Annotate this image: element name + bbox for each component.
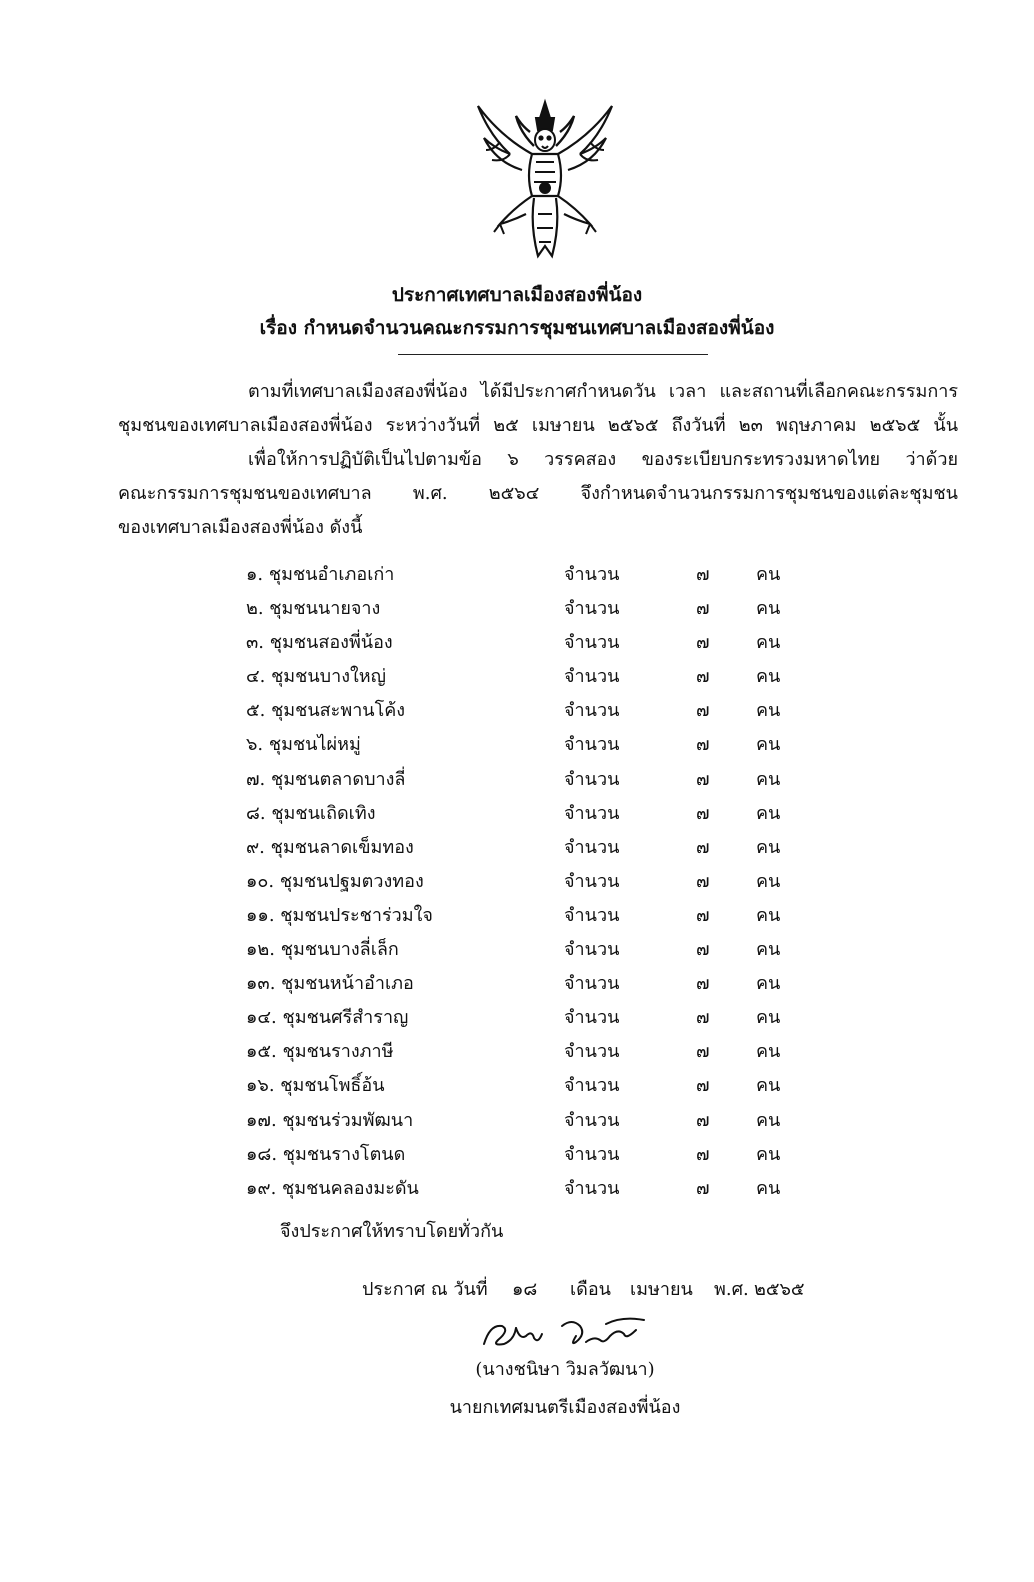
unit-label: คน <box>756 1075 781 1097</box>
unit-label: คน <box>756 700 781 722</box>
list-item <box>246 696 806 730</box>
unit-label: คน <box>756 734 781 756</box>
list-item <box>246 901 806 935</box>
qty-label: จำนวน <box>564 700 620 722</box>
list-item <box>246 1140 806 1174</box>
qty-value: ๗ <box>696 973 710 995</box>
unit-label: คน <box>756 632 781 654</box>
unit-label: คน <box>756 666 781 688</box>
qty-value: ๗ <box>696 768 710 790</box>
qty-label: จำนวน <box>564 1177 620 1199</box>
list-item <box>246 765 806 799</box>
unit-label: คน <box>756 973 781 995</box>
qty-label: จำนวน <box>564 973 620 995</box>
list-item <box>246 833 806 867</box>
list-item <box>246 628 806 662</box>
qty-value: ๗ <box>696 564 710 585</box>
list-item <box>246 730 806 764</box>
list-item <box>246 1003 806 1037</box>
signer-title: นายกเทศมนตรีเมืองสองพี่น้อง <box>449 1397 681 1418</box>
qty-label: จำนวน <box>564 939 620 961</box>
qty-label: จำนวน <box>564 768 620 790</box>
announcement-subject: เรื่อง กำหนดจำนวนคณะกรรมการชุมชนเทศบาลเมืองสองพี่น้อง <box>259 317 775 339</box>
list-item <box>246 867 806 901</box>
date-month: เมษายน <box>630 1279 693 1300</box>
community-name: ๑๐. ชุมชนปฐมตวงทอง <box>246 870 424 892</box>
qty-value: ๗ <box>696 904 710 926</box>
list-item <box>246 799 806 833</box>
date-day: ๑๘ <box>512 1279 538 1300</box>
qty-value: ๗ <box>696 870 710 892</box>
qty-label: จำนวน <box>564 1075 620 1097</box>
qty-value: ๗ <box>696 598 710 620</box>
list-item <box>246 1037 806 1071</box>
qty-value: ๗ <box>696 1007 710 1029</box>
qty-value: ๗ <box>696 1177 710 1199</box>
garuda-emblem-icon <box>470 96 620 266</box>
list-item <box>246 662 806 696</box>
qty-value: ๗ <box>696 632 710 654</box>
intro-line: คณะกรรมการชุมชนของเทศบาล พ.ศ. ๒๕๖๔ จึงกำหนดจำนวนกรรมการชุมชนของแต่ละชุมชน <box>118 483 958 504</box>
unit-label: คน <box>756 768 781 790</box>
qty-label: จำนวน <box>564 1143 620 1165</box>
unit-label: คน <box>756 870 781 892</box>
date-year-label: พ.ศ. <box>714 1279 749 1300</box>
qty-label: จำนวน <box>564 734 620 756</box>
unit-label: คน <box>756 1143 781 1165</box>
community-name: ๔. ชุมชนบางใหญ่ <box>246 666 386 688</box>
qty-value: ๗ <box>696 836 710 858</box>
qty-value: ๗ <box>696 1075 710 1097</box>
signer-name: (นางชนิษา วิมลวัฒนา) <box>475 1359 655 1380</box>
unit-label: คน <box>756 904 781 926</box>
community-name: ๑. ชุมชนอำเภอเก่า <box>246 564 395 585</box>
closing-statement: จึงประกาศให้ทราบโดยทั่วกัน <box>280 1221 504 1242</box>
intro-line: ชุมชนของเทศบาลเมืองสองพี่น้อง ระหว่างวันที่ ๒๕ เมษายน ๒๕๖๕ ถึงวันที่ ๒๓ พฤษภาคม ๒๕๖๕ นั้น <box>118 415 958 436</box>
intro-paragraph <box>118 375 958 545</box>
unit-label: คน <box>756 564 781 585</box>
list-item <box>246 1106 806 1140</box>
community-name: ๑๒. ชุมชนบางลี่เล็ก <box>246 939 399 961</box>
qty-label: จำนวน <box>564 632 620 654</box>
list-item <box>246 935 806 969</box>
community-name: ๑๗. ชุมชนร่วมพัฒนา <box>246 1109 414 1131</box>
qty-value: ๗ <box>696 802 710 824</box>
qty-label: จำนวน <box>564 904 620 926</box>
qty-value: ๗ <box>696 700 710 722</box>
unit-label: คน <box>756 1177 781 1199</box>
qty-label: จำนวน <box>564 836 620 858</box>
unit-label: คน <box>756 939 781 961</box>
list-item <box>246 594 806 628</box>
qty-label: จำนวน <box>564 870 620 892</box>
community-name: ๕. ชุมชนสะพานโค้ง <box>246 700 406 722</box>
qty-label: จำนวน <box>564 564 620 585</box>
community-name: ๑๕. ชุมชนรางภาษี <box>246 1041 394 1063</box>
unit-label: คน <box>756 1007 781 1029</box>
community-name: ๒. ชุมชนนายจาง <box>246 598 381 620</box>
title-divider <box>398 354 708 355</box>
community-name: ๗. ชุมชนตลาดบางลี่ <box>246 768 406 790</box>
qty-value: ๗ <box>696 666 710 688</box>
list-item <box>246 969 806 1003</box>
announcement-title: ประกาศเทศบาลเมืองสองพี่น้อง <box>391 284 643 306</box>
community-name: ๙. ชุมชนลาดเข็มทอง <box>246 836 414 858</box>
qty-value: ๗ <box>696 939 710 961</box>
community-name: ๑๑. ชุมชนประชาร่วมใจ <box>246 904 433 926</box>
qty-label: จำนวน <box>564 1041 620 1063</box>
date-month-label: เดือน <box>570 1279 611 1300</box>
date-prefix: ประกาศ ณ วันที่ <box>362 1279 488 1300</box>
list-item <box>246 1071 806 1105</box>
intro-line: ของเทศบาลเมืองสองพี่น้อง ดังนี้ <box>118 517 363 538</box>
community-name: ๑๓. ชุมชนหน้าอำเภอ <box>246 973 414 995</box>
qty-value: ๗ <box>696 734 710 756</box>
unit-label: คน <box>756 836 781 858</box>
qty-label: จำนวน <box>564 1109 620 1131</box>
unit-label: คน <box>756 802 781 824</box>
community-name: ๖. ชุมชนไผ่หมู่ <box>246 734 361 756</box>
community-name: ๑๘. ชุมชนรางโตนด <box>246 1143 406 1165</box>
qty-label: จำนวน <box>564 666 620 688</box>
unit-label: คน <box>756 1041 781 1063</box>
qty-label: จำนวน <box>564 1007 620 1029</box>
community-name: ๑๔. ชุมชนศรีสำราญ <box>246 1007 409 1029</box>
community-name: ๑๖. ชุมชนโพธิ์อ้น <box>246 1075 385 1097</box>
community-name: ๑๙. ชุมชนคลองมะดัน <box>246 1177 419 1199</box>
qty-value: ๗ <box>696 1041 710 1063</box>
list-item <box>246 560 806 594</box>
qty-value: ๗ <box>696 1109 710 1131</box>
community-name: ๓. ชุมชนสองพี่น้อง <box>246 632 393 654</box>
unit-label: คน <box>756 1109 781 1131</box>
community-list <box>246 560 806 1208</box>
intro-line: เพื่อให้การปฏิบัติเป็นไปตามข้อ ๖ วรรคสอง ของระเบียบกระทรวงมหาดไทย ว่าด้วย <box>248 449 958 470</box>
handwritten-signature-icon <box>476 1306 656 1356</box>
qty-label: จำนวน <box>564 802 620 824</box>
community-name: ๘. ชุมชนเถิดเทิง <box>246 802 376 824</box>
unit-label: คน <box>756 598 781 620</box>
qty-label: จำนวน <box>564 598 620 620</box>
date-year: ๒๕๖๕ <box>754 1279 805 1300</box>
intro-line: ตามที่เทศบาลเมืองสองพี่น้อง ได้มีประกาศกำหนดวัน เวลา และสถานที่เลือกคณะกรรมการ <box>248 381 958 402</box>
list-item <box>246 1174 806 1208</box>
qty-value: ๗ <box>696 1143 710 1165</box>
